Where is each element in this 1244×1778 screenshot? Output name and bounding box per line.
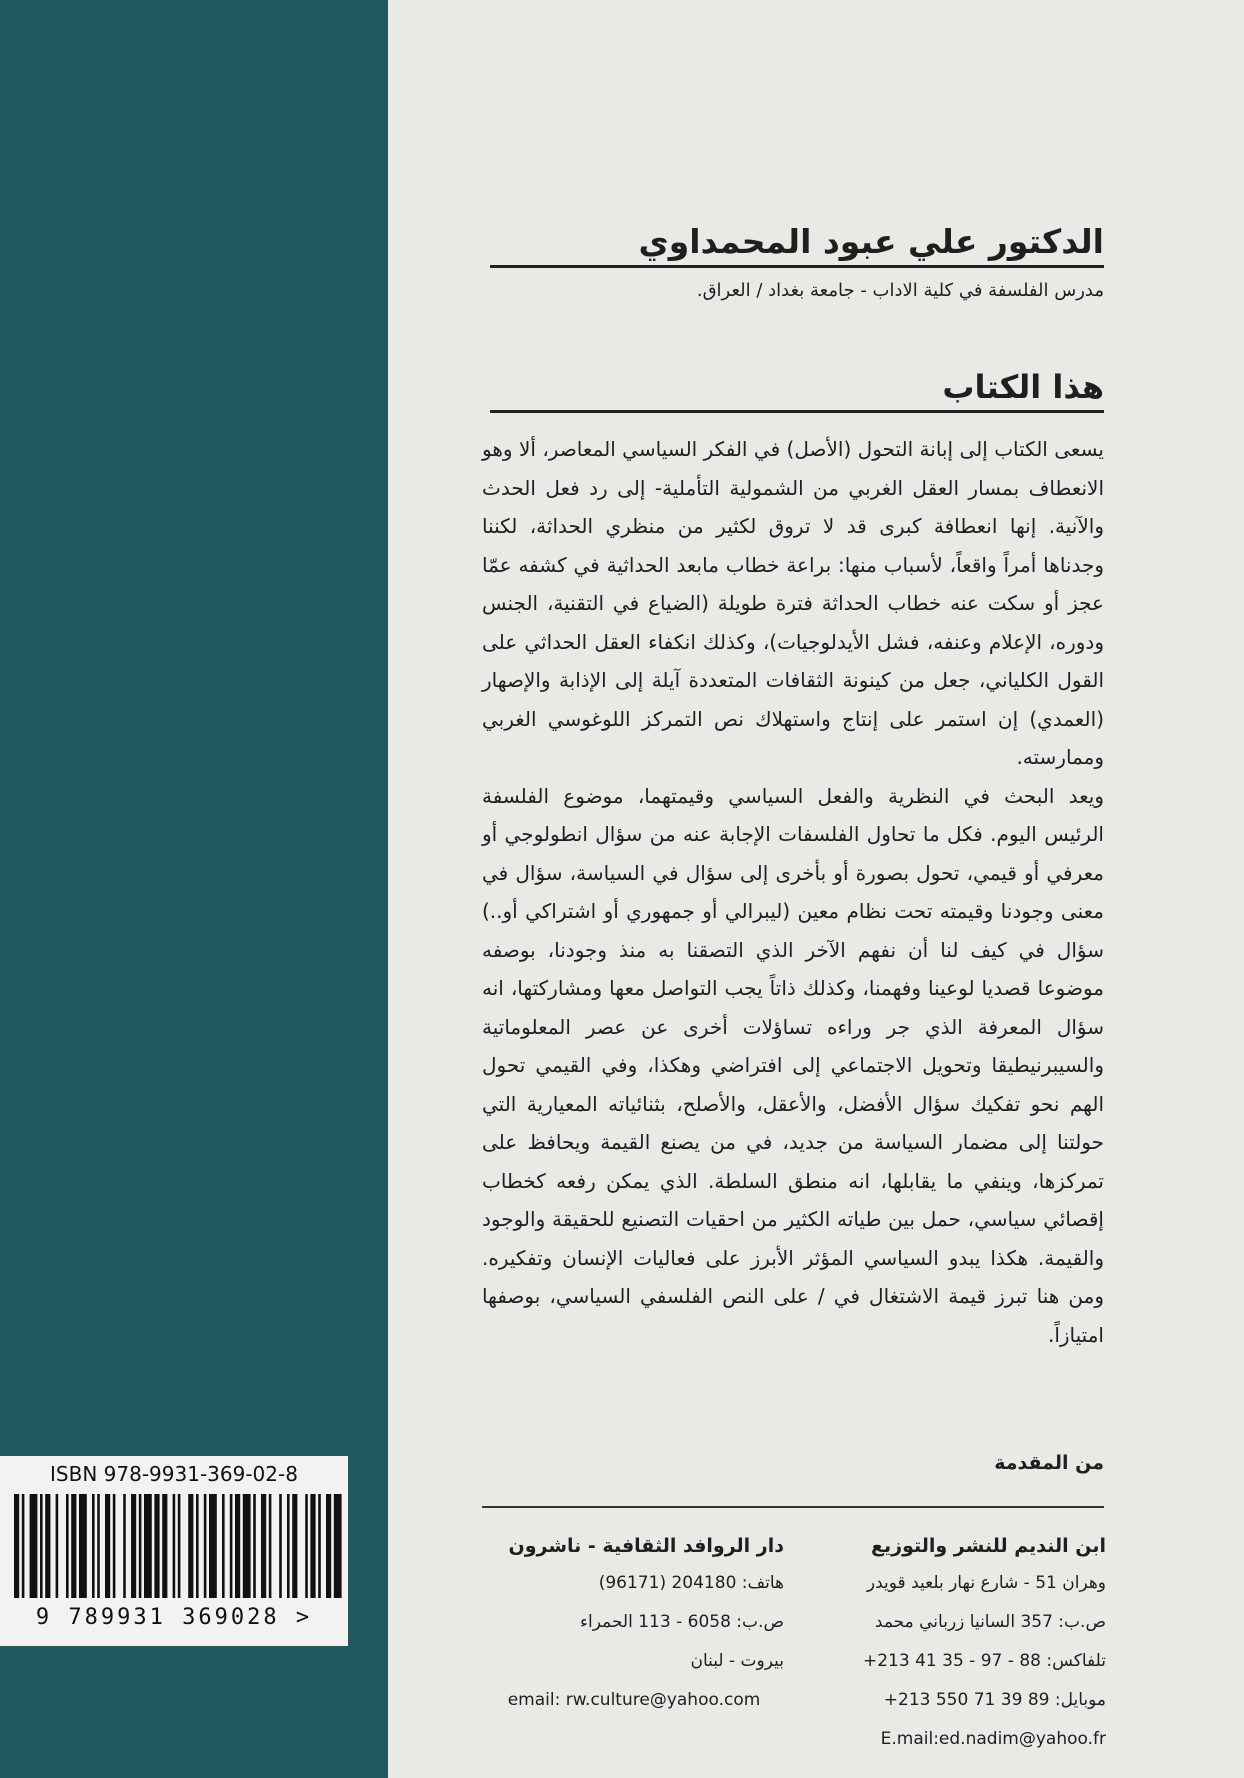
publisher-left-email: email: rw.culture@yahoo.com [507, 1690, 761, 1710]
barcode-bar [178, 1494, 181, 1598]
publisher-right-address: وهران 51 - شارع نهار بلعيد قويدر [866, 1573, 1106, 1593]
barcode-bar [279, 1494, 282, 1598]
barcode-bar [123, 1494, 126, 1598]
barcode-bar [196, 1494, 199, 1598]
barcode-bar [56, 1494, 59, 1598]
barcode-bar [222, 1494, 225, 1598]
description-paragraph-2: ويعد البحث في النظرية والفعل السياسي وقيمتهما، موضوع الفلسفة الرئيس اليوم. فكل ما تحاول الفلسفات الإجابة عنه من سؤال انطولوجي أو معرفي أو قيمي، تحول بصورة أو بأخرى إلى سؤال في السياسة، سؤال في معنى وجودنا وقيمته تحت نظام معين (ليبرالي أو جمهوري أو اشتراكي أو..) سؤال في كيف لنا أن نفهم الآخر الذي التصقنا به منذ وجودنا، بوصفه موضوعا قصديا لوعينا وفهمنا، وكذلك ذاتاً يجب التواصل معها ومشاركتها، انه سؤال المعرفة الذي جر وراءه تساؤلات أخرى عن عصر المعلوماتية والسيبرنيطيقا وتحويل الاجتماعي إلى افتراضي وهكذا، وفي القيمي تحول الهم نحو تفكيك سؤال الأفضل، والأعقل، والأصلح، بثنائياته المعيارية التي حولتنا إلى مضمار السياسة من جديد، في من يصنع القيمة ويحافظ على تمركزها، وينفي ما يقابلها، انه منطق السلطة. الذي يمكن رفعه كخطاب إقصائي سياسي، حمل بين طياته الكثير من احقيات التصنيع للحقيقة والوجود والقيمة. هكذا يبدو السياسي المؤثر الأبرز على فعاليات الإنسان وتفكيره. ومن هنا تبرز قيمة الاشتغال في / على النص الفلسفي السياسي، بوصفها امتيازاً. [482, 783, 1104, 1347]
publisher-left [484, 1528, 784, 1720]
publisher-right [806, 1528, 1106, 1759]
barcode-bar [173, 1494, 176, 1598]
barcode-bar [230, 1494, 233, 1598]
publisher-right-fax: تلفاكس: 88 - 97 - 35 41 213+ [862, 1651, 1106, 1671]
barcode-bar [14, 1494, 19, 1598]
section-title: هذا الكتاب [942, 368, 1104, 406]
barcode-bar [204, 1494, 207, 1598]
description-paragraph-1: يسعى الكتاب إلى إبانة التحول (الأصل) في الفكر السياسي المعاصر، ألا وهو الانعطاف بمسار العقل الغربي من الشمولية التأملية- إلى رد فعل الحدث والآنية. إنها انعطافة كبرى قد لا تروق لكثير من منظري الحداثة، لكننا وجدناها أمراً واقعاً، لأسباب منها: براعة خطاب مابعد الحداثية في كشفه عمّا عجز أو سكت عنه خطاب الحداثة فترة طويلة (الضياع في التقنية، الجنس ودوره، الإعلام وعنفه، فشل الأيدلوجيات)، وكذلك انكفاء العقل الحداثي على القول الكلياني، جعل من كينونة الثقافات المتعددة آيلة إلى الإذابة والإصهار (العمدي) إن استمر على إنتاج واستهلاك نص التمركز اللوغوسي الغربي وممارسته. [482, 437, 1104, 769]
author-name: الدكتور علي عبود المحمداوي [638, 222, 1104, 261]
barcode-bar [79, 1494, 87, 1598]
barcode-bar [253, 1494, 256, 1598]
section-divider [490, 410, 1104, 413]
barcode-bar [188, 1494, 193, 1598]
publisher-right-mobile: موبايل: 89 39 71 550 213+ [883, 1690, 1106, 1710]
barcode-bar [292, 1494, 297, 1598]
publisher-left-name: دار الروافد الثقافية - ناشرون [508, 1535, 784, 1557]
barcode-bar [287, 1494, 290, 1598]
barcode-bar [261, 1494, 266, 1598]
author-affiliation: مدرس الفلسفة في كلية الاداب - جامعة بغداد / العراق. [696, 280, 1104, 301]
barcode-bar [66, 1494, 69, 1598]
publisher-right-pobox: ص.ب: 357 السانيا زرباني محمد [874, 1612, 1106, 1632]
barcode-bar [162, 1494, 167, 1598]
publisher-right-email: E.mail:ed.nadim@yahoo.fr [880, 1729, 1106, 1749]
barcode-bar [92, 1494, 95, 1598]
barcode-bar [310, 1494, 315, 1598]
barcode-bar [243, 1494, 251, 1598]
book-description [482, 430, 1104, 1354]
barcode-bar [97, 1494, 100, 1598]
barcode-bar [269, 1494, 272, 1598]
publisher-right-name: ابن النديم للنشر والتوزيع [871, 1535, 1106, 1557]
barcode-bar [113, 1494, 116, 1598]
barcode-bar [131, 1494, 136, 1598]
barcode-bar [71, 1494, 76, 1598]
isbn-label: ISBN 978-9931-369-02-8 [50, 1462, 298, 1486]
barcode-bar [305, 1494, 308, 1598]
barcode-icon [0, 1490, 348, 1602]
barcode-bar [326, 1494, 331, 1598]
barcode-bar [139, 1494, 142, 1598]
barcode-bar [144, 1494, 152, 1598]
barcode-bar [45, 1494, 50, 1598]
barcode-bar [318, 1494, 321, 1598]
publisher-left-city: بيروت - لبنان [690, 1651, 784, 1671]
barcode-digits: 9 789931 369028 > [35, 1605, 313, 1630]
barcode-bar [40, 1494, 43, 1598]
author-divider [490, 265, 1104, 268]
barcode-bar [334, 1494, 342, 1598]
source-label: من المقدمة [994, 1452, 1104, 1474]
barcode-bar [105, 1494, 110, 1598]
barcode-bar [154, 1494, 159, 1598]
publishers-divider [482, 1506, 1104, 1508]
publisher-left-phone: هاتف: 204180 (96171) [598, 1573, 784, 1593]
barcode-bar [209, 1494, 217, 1598]
barcode-bar [235, 1494, 240, 1598]
barcode-bar [22, 1494, 25, 1598]
publisher-left-pobox: ص.ب: 6058 - 113 الحمراء [580, 1612, 784, 1632]
barcode-bar [30, 1494, 38, 1598]
